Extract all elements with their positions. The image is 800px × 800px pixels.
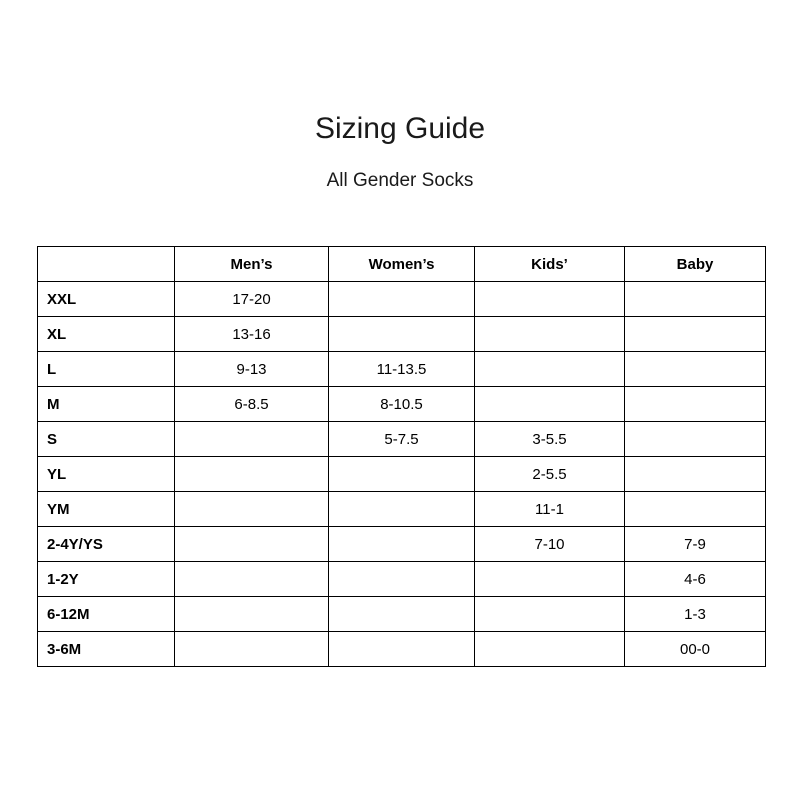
column-header-mens: Men’s: [175, 247, 329, 282]
size-cell: 00-0: [625, 632, 766, 667]
size-cell: [175, 597, 329, 632]
size-cell: [625, 387, 766, 422]
size-cell: [329, 457, 475, 492]
row-label: M: [38, 387, 175, 422]
size-cell: [175, 527, 329, 562]
row-label: YL: [38, 457, 175, 492]
size-cell: [475, 317, 625, 352]
table-row-3-6m: [38, 632, 766, 667]
size-cell: [625, 282, 766, 317]
size-cell: 11-13.5: [329, 352, 475, 387]
size-cell: [329, 527, 475, 562]
size-cell: [625, 492, 766, 527]
size-cell: [475, 387, 625, 422]
size-cell: [475, 562, 625, 597]
size-cell: [329, 562, 475, 597]
size-cell: 17-20: [175, 282, 329, 317]
size-cell: 8-10.5: [329, 387, 475, 422]
row-label: XXL: [38, 282, 175, 317]
size-cell: [175, 492, 329, 527]
size-cell: 6-8.5: [175, 387, 329, 422]
size-cell: 1-3: [625, 597, 766, 632]
table-row-6-12m: [38, 597, 766, 632]
size-cell: [475, 632, 625, 667]
size-cell: 5-7.5: [329, 422, 475, 457]
size-cell: 7-10: [475, 527, 625, 562]
table-row-l: [38, 352, 766, 387]
sizing-table: [37, 246, 766, 667]
size-cell: 11-1: [475, 492, 625, 527]
size-cell: 2-5.5: [475, 457, 625, 492]
row-label: L: [38, 352, 175, 387]
page-subtitle: All Gender Socks: [326, 170, 474, 191]
size-cell: [329, 492, 475, 527]
size-cell: [329, 317, 475, 352]
size-cell: 7-9: [625, 527, 766, 562]
row-label: YM: [38, 492, 175, 527]
size-cell: [329, 632, 475, 667]
size-cell: [175, 457, 329, 492]
row-label: 2-4Y/YS: [38, 527, 175, 562]
table-row-1-2y: [38, 562, 766, 597]
size-cell: [175, 422, 329, 457]
row-label: 6-12M: [38, 597, 175, 632]
size-cell: 4-6: [625, 562, 766, 597]
size-cell: [625, 422, 766, 457]
column-header-kids: Kids’: [475, 247, 625, 282]
table-row-yl: [38, 457, 766, 492]
table-row-s: [38, 422, 766, 457]
size-cell: 9-13: [175, 352, 329, 387]
size-cell: [475, 597, 625, 632]
size-cell: [625, 352, 766, 387]
table-row-2-4y-ys: [38, 527, 766, 562]
row-label: S: [38, 422, 175, 457]
header-row: [38, 247, 766, 282]
size-cell: 3-5.5: [475, 422, 625, 457]
table-row-ym: [38, 492, 766, 527]
row-label: 1-2Y: [38, 562, 175, 597]
size-cell: [329, 597, 475, 632]
size-cell: 13-16: [175, 317, 329, 352]
table-row-xl: [38, 317, 766, 352]
size-cell: [625, 317, 766, 352]
column-header-baby: Baby: [625, 247, 766, 282]
size-cell: [475, 282, 625, 317]
size-cell: [175, 632, 329, 667]
size-cell: [625, 457, 766, 492]
size-cell: [329, 282, 475, 317]
row-label: 3-6M: [38, 632, 175, 667]
table-row-m: [38, 387, 766, 422]
size-cell: [175, 562, 329, 597]
row-label: XL: [38, 317, 175, 352]
size-cell: [475, 352, 625, 387]
column-header-blank: [38, 247, 175, 282]
column-header-womens: Women’s: [329, 247, 475, 282]
table-row-xxl: [38, 282, 766, 317]
page-title: Sizing Guide: [314, 112, 486, 145]
